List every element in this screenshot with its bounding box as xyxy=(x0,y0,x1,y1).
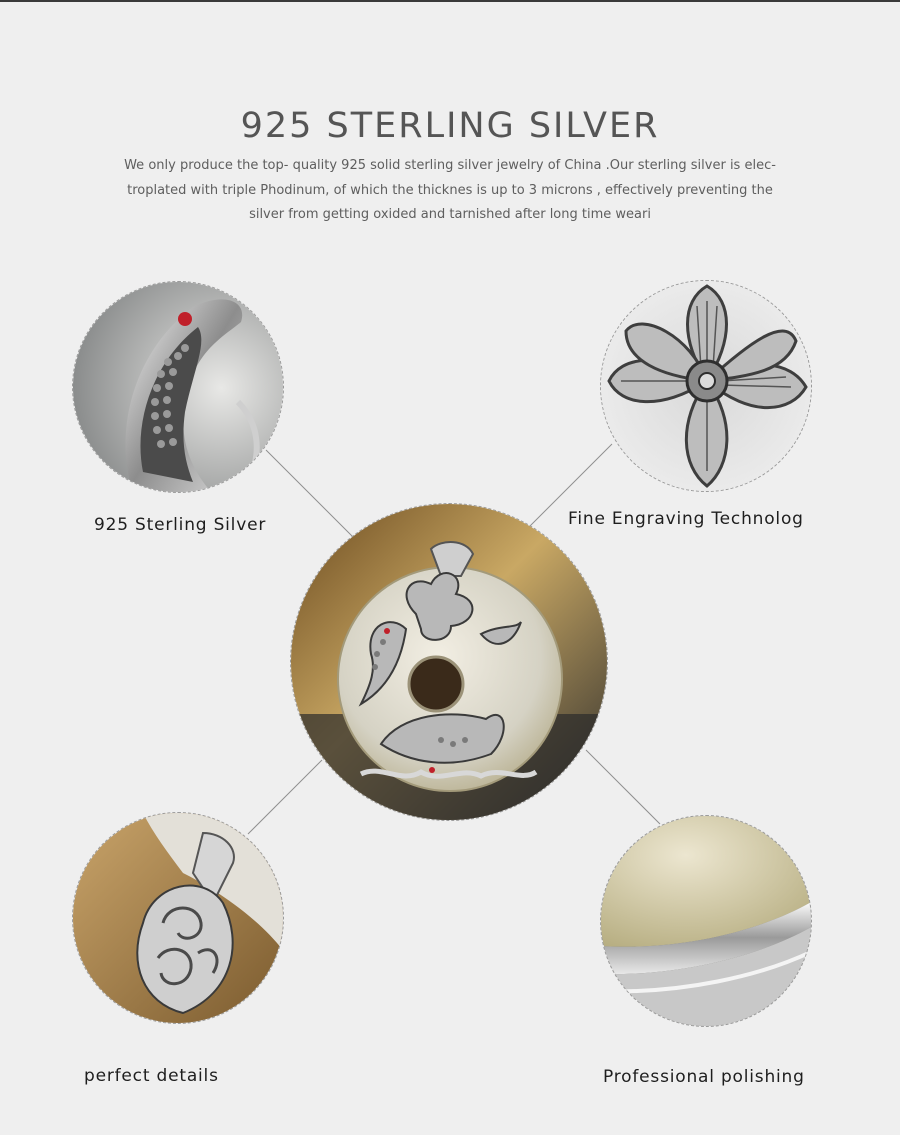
description-line-1: We only produce the top- quality 925 solid sterling silver jewelry of China .Our sterling silver is elec- xyxy=(124,158,776,173)
jade-pendant-photo xyxy=(290,503,608,821)
ruby-eye xyxy=(178,312,192,326)
feature-label-polishing: Professional polishing xyxy=(603,1067,805,1087)
description-line-3: silver from getting oxided and tarnished after long time weari xyxy=(249,207,651,222)
description-line-2: troplated with triple Phodinum, of which the thicknes is up to 3 microns , effectively preventing the xyxy=(127,182,773,198)
flower-engraving-photo xyxy=(600,280,812,492)
polished-edge-photo xyxy=(600,815,812,1027)
page-title: 925 STERLING SILVER xyxy=(240,106,660,146)
feature-label-engraving: Fine Engraving Technolog xyxy=(568,509,804,529)
feature-label-sterling-silver: 925 Sterling Silver xyxy=(94,515,267,535)
bail-detail-photo xyxy=(72,812,284,1024)
fish-detail-photo xyxy=(72,281,284,493)
feature-label-details: perfect details xyxy=(84,1066,219,1086)
